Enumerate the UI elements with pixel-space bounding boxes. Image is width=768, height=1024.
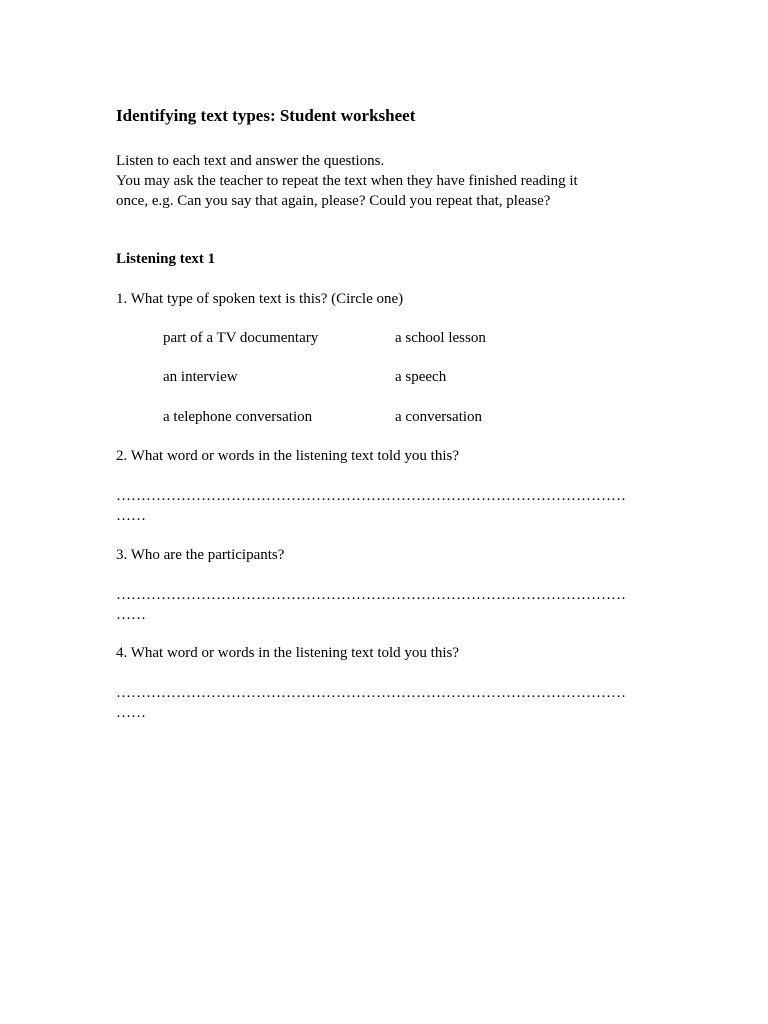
option-school-lesson[interactable]: a school lesson xyxy=(395,330,486,346)
instruction-line-2: You may ask the teacher to repeat the text when they have finished reading it xyxy=(116,173,578,189)
question-4: 4. What word or words in the listening text told you this? xyxy=(116,645,460,661)
answer-dots-2a: ………………………………………………………………………………………… xyxy=(116,488,626,504)
answer-dots-4a: ………………………………………………………………………………………… xyxy=(116,685,626,701)
option-interview[interactable]: an interview xyxy=(163,369,238,385)
section-heading: Listening text 1 xyxy=(116,251,216,267)
option-conversation[interactable]: a conversation xyxy=(395,409,483,425)
question-1: 1. What type of spoken text is this? (Circle one) xyxy=(116,291,404,307)
question-3: 3. Who are the participants? xyxy=(116,547,285,563)
question-2: 2. What word or words in the listening text told you this? xyxy=(116,448,460,464)
worksheet-title: Identifying text types: Student worksheet xyxy=(116,106,416,125)
answer-dots-2b: …… xyxy=(116,508,146,524)
instructions xyxy=(116,151,676,211)
answer-line-4[interactable] xyxy=(116,683,656,723)
answer-dots-3b: …… xyxy=(116,607,146,623)
answer-line-3[interactable] xyxy=(116,585,656,625)
option-telephone-conversation[interactable]: a telephone conversation xyxy=(163,409,313,425)
option-speech[interactable]: a speech xyxy=(395,369,447,385)
answer-dots-4b: …… xyxy=(116,705,146,721)
option-tv-documentary[interactable]: part of a TV documentary xyxy=(163,330,319,346)
instruction-line-1: Listen to each text and answer the questions. xyxy=(116,153,385,169)
instruction-line-3: once, e.g. Can you say that again, please? Could you repeat that, please? xyxy=(116,193,551,209)
answer-dots-3a: ………………………………………………………………………………………… xyxy=(116,587,626,603)
answer-line-2[interactable] xyxy=(116,486,656,526)
